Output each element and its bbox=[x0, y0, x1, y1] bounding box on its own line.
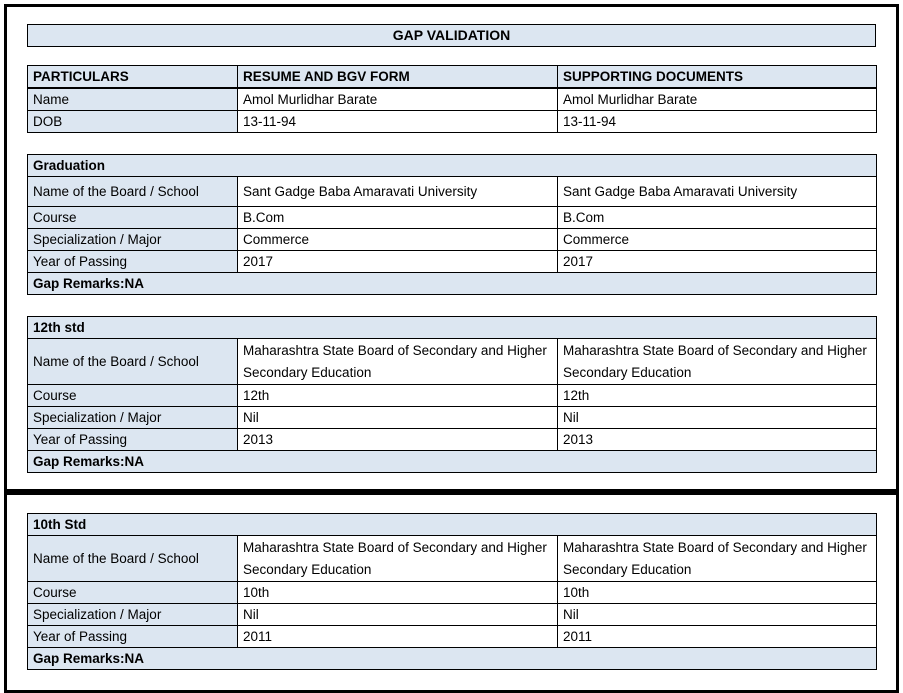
section-table-10th bbox=[27, 513, 877, 670]
table-row-year bbox=[28, 429, 877, 451]
section-title: 12th std bbox=[28, 317, 877, 339]
cell-supporting-value: Maharashtra State Board of Secondary and Higher Secondary Education bbox=[558, 339, 877, 385]
cell-supporting-value: Amol Murlidhar Barate bbox=[558, 88, 877, 111]
document-page bbox=[0, 4, 903, 675]
section-remarks-row bbox=[28, 648, 877, 670]
cell-resume-value: Commerce bbox=[238, 229, 558, 251]
row-label: Specialization / Major bbox=[28, 604, 238, 626]
section-table-12th bbox=[27, 316, 877, 473]
particulars-table bbox=[27, 65, 877, 133]
table-row-course bbox=[28, 582, 877, 604]
row-label: Specialization / Major bbox=[28, 407, 238, 429]
cell-supporting-value: 10th bbox=[558, 582, 877, 604]
cell-resume-value: 10th bbox=[238, 582, 558, 604]
cell-supporting-value: 2011 bbox=[558, 626, 877, 648]
row-label: Name bbox=[28, 88, 238, 111]
row-label: Year of Passing bbox=[28, 429, 238, 451]
cell-resume-value: 2011 bbox=[238, 626, 558, 648]
lower-section-box bbox=[4, 492, 899, 693]
cell-supporting-value: 2013 bbox=[558, 429, 877, 451]
table-row-board bbox=[28, 177, 877, 207]
section-remarks-row bbox=[28, 273, 877, 295]
cell-resume-value: 12th bbox=[238, 385, 558, 407]
header-particulars: PARTICULARS bbox=[28, 66, 238, 89]
table-row-specialization bbox=[28, 407, 877, 429]
table-row-course bbox=[28, 207, 877, 229]
section-table-graduation bbox=[27, 154, 877, 295]
row-label: Course bbox=[28, 207, 238, 229]
cell-supporting-value: Sant Gadge Baba Amaravati University bbox=[558, 177, 877, 207]
header-resume-bgv: RESUME AND BGV FORM bbox=[238, 66, 558, 89]
table-header-row bbox=[28, 66, 877, 89]
header-supporting-docs: SUPPORTING DOCUMENTS bbox=[558, 66, 877, 89]
table-row-board bbox=[28, 339, 877, 385]
cell-supporting-value: Commerce bbox=[558, 229, 877, 251]
table-row-name bbox=[28, 88, 877, 111]
section-title: 10th Std bbox=[28, 514, 877, 536]
table-row-board bbox=[28, 536, 877, 582]
cell-resume-value: 13-11-94 bbox=[238, 111, 558, 133]
section-remarks: Gap Remarks:NA bbox=[28, 451, 877, 473]
row-label: Name of the Board / School bbox=[28, 536, 238, 582]
row-label: DOB bbox=[28, 111, 238, 133]
section-header-row bbox=[28, 155, 877, 177]
section-title: Graduation bbox=[28, 155, 877, 177]
table-row-year bbox=[28, 251, 877, 273]
table-row-specialization bbox=[28, 604, 877, 626]
section-remarks: Gap Remarks:NA bbox=[28, 648, 877, 670]
row-label: Name of the Board / School bbox=[28, 177, 238, 207]
section-header-row bbox=[28, 514, 877, 536]
cell-resume-value: Nil bbox=[238, 604, 558, 626]
section-header-row bbox=[28, 317, 877, 339]
cell-supporting-value: Nil bbox=[558, 407, 877, 429]
row-label: Year of Passing bbox=[28, 626, 238, 648]
cell-resume-value: 2017 bbox=[238, 251, 558, 273]
table-row-course bbox=[28, 385, 877, 407]
upper-section-box bbox=[4, 4, 899, 492]
cell-resume-value: Nil bbox=[238, 407, 558, 429]
cell-supporting-value: 12th bbox=[558, 385, 877, 407]
row-label: Year of Passing bbox=[28, 251, 238, 273]
cell-supporting-value: 2017 bbox=[558, 251, 877, 273]
cell-supporting-value: Nil bbox=[558, 604, 877, 626]
page-title: GAP VALIDATION bbox=[27, 24, 876, 47]
row-label: Course bbox=[28, 582, 238, 604]
cell-resume-value: Amol Murlidhar Barate bbox=[238, 88, 558, 111]
cell-resume-value: 2013 bbox=[238, 429, 558, 451]
table-row-dob bbox=[28, 111, 877, 133]
section-remarks: Gap Remarks:NA bbox=[28, 273, 877, 295]
cell-resume-value: Sant Gadge Baba Amaravati University bbox=[238, 177, 558, 207]
row-label: Course bbox=[28, 385, 238, 407]
cell-supporting-value: Maharashtra State Board of Secondary and Higher Secondary Education bbox=[558, 536, 877, 582]
section-remarks-row bbox=[28, 451, 877, 473]
cell-resume-value: Maharashtra State Board of Secondary and Higher Secondary Education bbox=[238, 339, 558, 385]
table-row-year bbox=[28, 626, 877, 648]
cell-resume-value: Maharashtra State Board of Secondary and Higher Secondary Education bbox=[238, 536, 558, 582]
row-label: Name of the Board / School bbox=[28, 339, 238, 385]
cell-supporting-value: B.Com bbox=[558, 207, 877, 229]
table-row-specialization bbox=[28, 229, 877, 251]
row-label: Specialization / Major bbox=[28, 229, 238, 251]
cell-supporting-value: 13-11-94 bbox=[558, 111, 877, 133]
cell-resume-value: B.Com bbox=[238, 207, 558, 229]
